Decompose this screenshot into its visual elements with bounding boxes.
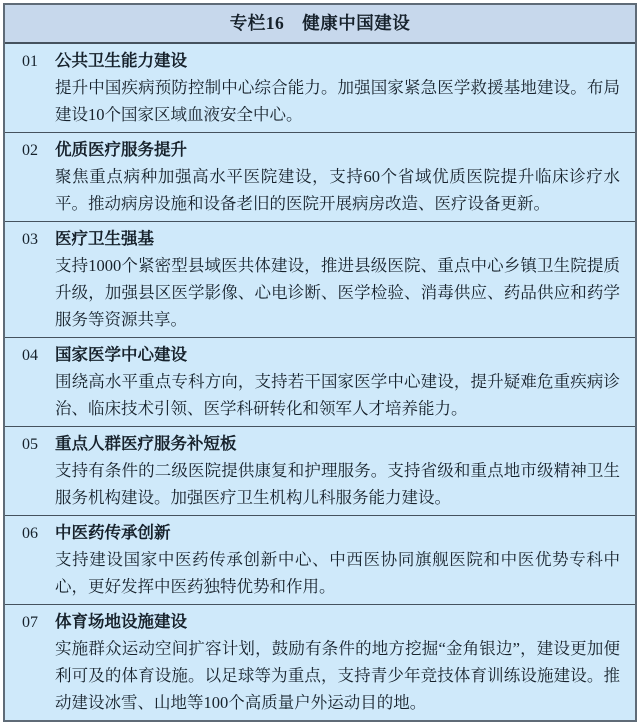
section-content — [55, 430, 635, 511]
section-title: 医疗卫生强基 — [55, 229, 154, 248]
section-row — [5, 605, 635, 720]
section-title: 体育场地设施建设 — [55, 612, 187, 631]
section-number: 01 — [22, 53, 38, 70]
section-row — [5, 338, 635, 427]
section-body: 实施群众运动空间扩容计划，鼓励有条件的地方挖掘“金角银边”，建设更加便利可及的体育设施。以足球等为重点，支持青少年竞技体育训练设施建设。推动建设冰雪、山地等100个高质量户外运动目的地。 — [55, 639, 620, 712]
section-body: 围绕高水平重点专科方向，支持若干国家医学中心建设，提升疑难危重疾病诊治、临床技术引领、医学科研转化和领军人才培养能力。 — [55, 372, 620, 418]
panel-header — [5, 5, 635, 44]
panel-title: 专栏16 健康中国建设 — [229, 13, 411, 33]
section-number: 04 — [22, 347, 38, 364]
section-list — [5, 44, 635, 720]
section-row — [5, 427, 635, 516]
section-row — [5, 222, 635, 338]
section-body: 聚焦重点病种加强高水平医院建设，支持60个省域优质医院提升临床诊疗水平。推动病房设施和设备老旧的医院开展病房改造、医疗设备更新。 — [55, 167, 620, 213]
section-title: 国家医学中心建设 — [55, 345, 187, 364]
section-body: 支持1000个紧密型县域医共体建设，推进县级医院、重点中心乡镇卫生院提质升级，加强县区医学影像、心电诊断、医学检验、消毒供应、药品供应和药学服务等资源共享。 — [55, 256, 620, 329]
section-title: 重点人群医疗服务补短板 — [55, 434, 237, 453]
section-content — [55, 225, 635, 333]
section-title: 优质医疗服务提升 — [55, 140, 187, 159]
section-content — [55, 47, 635, 128]
section-number: 06 — [22, 525, 38, 542]
section-content — [55, 136, 635, 217]
section-number: 02 — [22, 142, 38, 159]
section-content — [55, 608, 635, 716]
section-content — [55, 341, 635, 422]
policy-box-panel — [3, 3, 637, 722]
section-number: 07 — [22, 614, 38, 631]
section-body: 支持建设国家中医药传承创新中心、中西医协同旗舰医院和中医优势专科中心，更好发挥中医药独特优势和作用。 — [55, 550, 620, 596]
section-content — [55, 519, 635, 600]
section-body: 支持有条件的二级医院提供康复和护理服务。支持省级和重点地市级精神卫生服务机构建设。加强医疗卫生机构儿科服务能力建设。 — [55, 461, 620, 507]
section-body: 提升中国疾病预防控制中心综合能力。加强国家紧急医学救援基地建设。布局建设10个国家区域血液安全中心。 — [55, 78, 620, 124]
section-number: 03 — [22, 231, 38, 248]
section-number: 05 — [22, 436, 38, 453]
section-row — [5, 133, 635, 222]
section-row — [5, 44, 635, 133]
section-title: 中医药传承创新 — [55, 523, 171, 542]
section-row — [5, 516, 635, 605]
section-title: 公共卫生能力建设 — [55, 51, 187, 70]
